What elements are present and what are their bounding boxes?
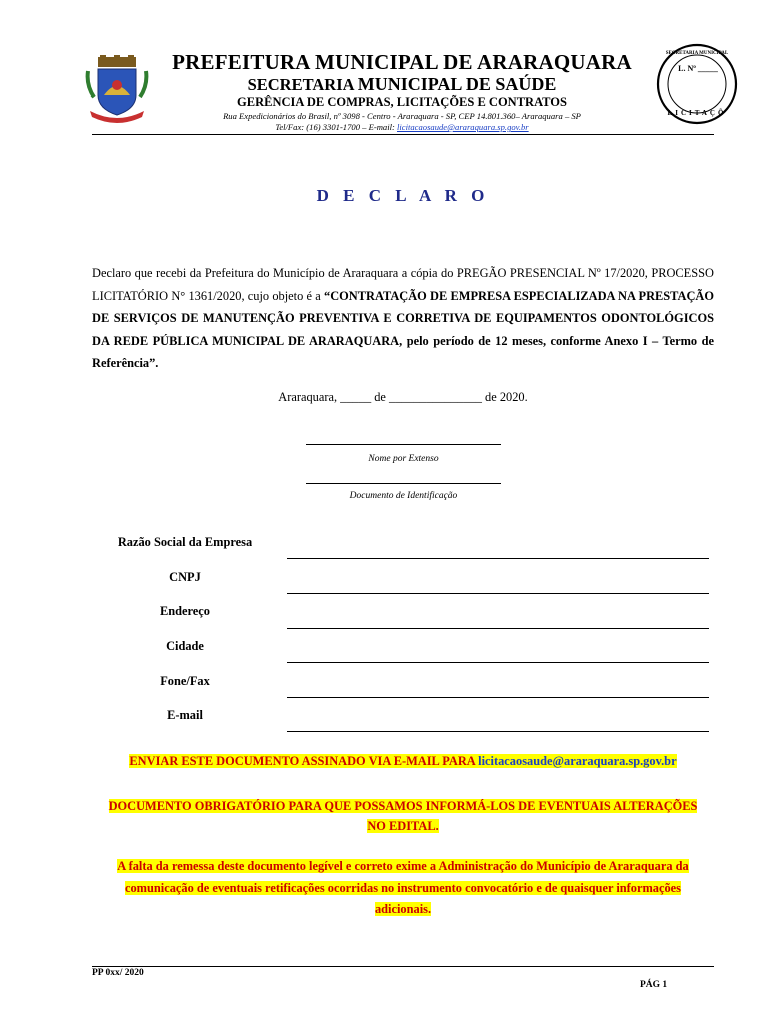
field-line-endereco[interactable] [287, 628, 709, 629]
field-line-razao-social[interactable] [287, 558, 709, 559]
header-secretaria [150, 74, 654, 95]
header-gerencia: GERÊNCIA DE COMPRAS, LICITAÇÕES E CONTRATOS [237, 95, 567, 109]
secretaria-prefix: SECRETARIA [247, 75, 354, 94]
field-label-cnpj: CNPJ [169, 570, 201, 584]
warning-notice-line3: adicionais. [374, 902, 432, 916]
field-line-cidade[interactable] [287, 662, 709, 663]
send-notice-text: ENVIAR ESTE DOCUMENTO ASSINADO VIA E-MAIL PARA [129, 754, 479, 768]
signature-name-line [306, 444, 501, 445]
field-label-cidade: Cidade [166, 639, 204, 653]
signature-doc-line [306, 483, 501, 484]
field-line-cnpj[interactable] [287, 593, 709, 594]
warning-notice [92, 856, 714, 921]
licitacao-seal-icon [655, 42, 739, 126]
signature-name-label: Nome por Extenso [368, 454, 439, 464]
declaration-object: “CONTRATAÇÃO DE EMPRESA ESPECIALIZADA NA PRESTAÇÃO DE SERVIÇOS DE MANUTENÇÃO PREVENTIVA E CORRETIVA DE EQUIPAMENTOS ODONTOLÓGICOS DA REDE PÚBLICA MUNICIPAL DE ARARAQUARA, pelo período de 12 meses, conforme Anexo I – Termo de Referência”. [92, 288, 714, 370]
footer-page-number: PÁG 1 [640, 980, 668, 990]
city-crest-icon [84, 55, 150, 123]
footer-divider [92, 966, 714, 967]
field-label-razao-social: Razão Social da Empresa [117, 535, 253, 549]
mandatory-notice-line1: DOCUMENTO OBRIGATÓRIO PARA QUE POSSAMOS INFORMÁ-LOS DE EVENTUAIS ALTERAÇÕES [108, 799, 698, 813]
warning-notice-line1: A falta da remessa deste documento legível e correto exime a Administração do Município de Araraquara da [117, 859, 689, 873]
declaration-paragraph [92, 262, 714, 375]
svg-text:LICITAÇÕ: LICITAÇÕ [667, 109, 727, 117]
date-line: Araraquara, _____ de _______________ de 2020. [278, 390, 528, 404]
field-label-email: E-mail [167, 708, 203, 722]
svg-text:SECRETARIA MUNICIPAL: SECRETARIA MUNICIPAL [665, 51, 729, 56]
field-line-email[interactable] [287, 731, 709, 732]
send-notice [92, 754, 714, 769]
header-address: Rua Expedicionários do Brasil, nº 3098 - Centro - Araraquara - SP, CEP 14.801.360– Araraquara – SP [223, 111, 581, 121]
signature-doc-label: Documento de Identificação [349, 491, 458, 501]
header-contact [150, 122, 654, 133]
warning-notice-line2: comunicação de eventuais retificações ocorridas no instrumento convocatório e de quaisquer informações [124, 880, 682, 895]
mandatory-notice [92, 796, 714, 836]
document-heading: D E C L A R O [316, 186, 490, 205]
footer-process-code: PP 0xx/ 2020 [92, 968, 144, 978]
field-label-fone-fax: Fone/Fax [160, 674, 210, 688]
header-phone: Tel/Fax: (16) 3301-1700 – E-mail: [275, 122, 395, 132]
seal-number-text: L. Nº _____ [678, 64, 718, 73]
send-notice-email[interactable]: licitacaosaude@araraquara.sp.gov.br [478, 754, 677, 768]
field-label-endereco: Endereço [159, 604, 211, 618]
field-line-fone-fax[interactable] [287, 697, 709, 698]
header-divider [92, 134, 714, 135]
mandatory-notice-line2: NO EDITAL. [367, 819, 439, 833]
header-title: PREFEITURA MUNICIPAL DE ARARAQUARA [172, 50, 632, 74]
secretaria-main: MUNICIPAL DE SAÚDE [357, 74, 557, 94]
declaration-text: Declaro que recebi da Prefeitura do Município de Araraquara a cópia do PREGÃO PRESENCIAL Nº 17/2020, PROCESSO LICITATÓRIO N° 1361/2020, cujo objeto é a [92, 266, 714, 303]
header-email-link[interactable]: licitacaosaude@araraquara.sp.gov.br [397, 122, 529, 132]
header-address-block [150, 111, 654, 133]
